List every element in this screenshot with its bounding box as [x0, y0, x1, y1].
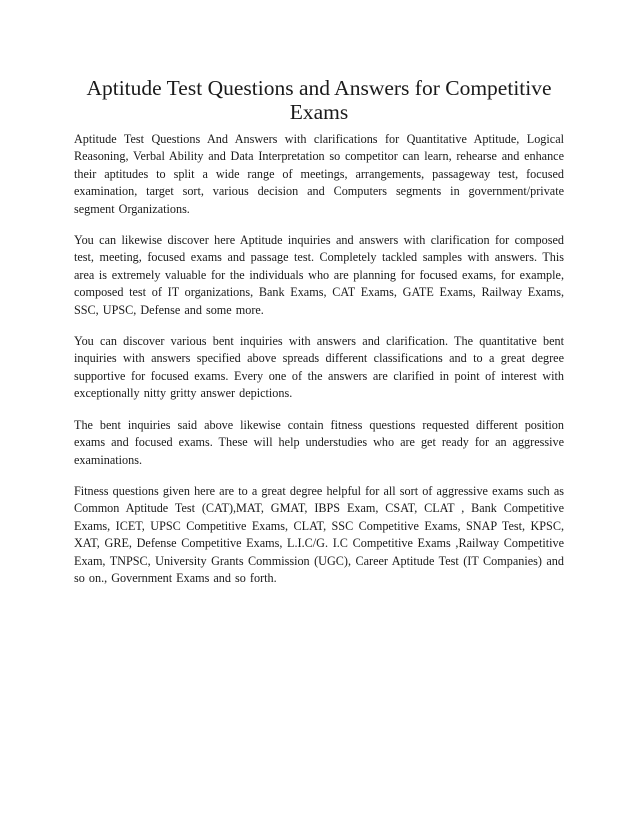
paragraph-exam-list: Fitness questions given here are to a great degree helpful for all sort of aggressive exams such as Common Aptitude Test (CAT),MAT, GMAT, IBPS Exam, CSAT, CLAT , Bank Competitive Exams, ICET, UPSC Competitive Exams, CLAT, SSC Competitive Exams, SNAP Test, KPSC, XAT, GRE, Defense Competitive Exams, L.I.C/G. I.C Competitive Exams ,Railway Competitive Exam, TNPSC, University Grants Commission (UGC), Career Aptitude Test (IT Companies) and so on., Government Exams and so forth.	[74, 483, 564, 585]
paragraph-fitness-questions: The bent inquiries said above likewise contain fitness questions requested different position exams and focused exams. These will help understudies who are get ready for an aggressive examinations.	[74, 417, 564, 467]
paragraph-intro: Aptitude Test Questions And Answers with clarifications for Quantitative Aptitude, Logical Reasoning, Verbal Ability and Data Interpretation so competitor can learn, rehearse and enhance their aptitudes to split a wide range of meetings, arrangements, passageway test, focused examination, target sort, various decision and Computers segments in government/private segment Organizations.	[74, 132, 564, 216]
paragraph-bent-inquiries: You can discover various bent inquiries with answers and clarification. The quantitative bent inquiries with answers specified above spreads different classifications and to a great degree supportive for focused exams. Every one of the answers are clarified in point of interest with exceptionally nitty gritty answer depictions.	[74, 334, 564, 401]
document-body	[74, 131, 564, 601]
paragraph-discover-aptitude: You can likewise discover here Aptitude inquiries and answers with clarification for composed test, meeting, focused exams and passage test. Completely tackled samples with answers. This area is extremely valuable for the individuals who are planning for focused exams, for example, composed test of IT organizations, Bank Exams, CAT Exams, GATE Exams, Railway Exams, SSC, UPSC, Defense and some more.	[74, 233, 564, 317]
document-title: Aptitude Test Questions and Answers for Competitive Exams	[86, 76, 552, 124]
